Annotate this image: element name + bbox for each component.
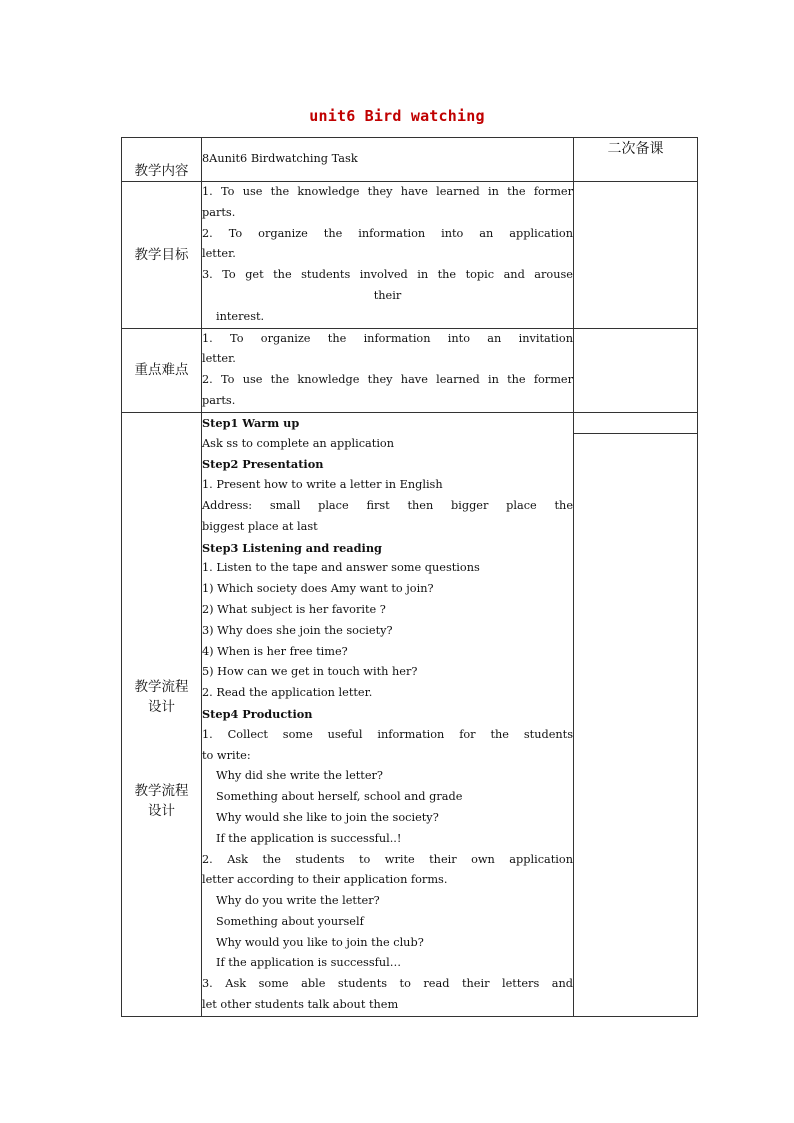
cell-objectives (202, 182, 574, 329)
process-line: Why would she like to join the society? (216, 810, 439, 824)
remark-divider (574, 413, 697, 434)
lesson-plan-table (121, 137, 698, 1017)
row-objectives (122, 182, 698, 329)
label-objectives (122, 182, 202, 329)
key-point-line: 2. To use the knowledge they have learned in the former (202, 373, 573, 387)
process-line: Something about yourself (216, 914, 364, 928)
label-second-preparation (574, 138, 698, 182)
key-point-line: 1. To organize the information into an invitation (202, 331, 573, 345)
process-label-2 (132, 781, 192, 821)
process-line: 2) What subject is her favorite ? (202, 602, 386, 616)
cell-teaching-content (202, 138, 574, 182)
process-line: 3) Why does she join the society? (202, 623, 393, 637)
process-line: 1. Collect some useful information for the students (202, 727, 573, 741)
teaching-content-text: 8Aunit6 Birdwatching Task (202, 152, 358, 165)
process-line: Something about herself, school and grade (216, 790, 463, 804)
process-line: 2. Ask the students to write their own application (202, 852, 573, 866)
process-line: let other students talk about them (202, 998, 399, 1012)
key-point-line: letter. (202, 352, 236, 366)
objective-line: 1. To use the knowledge they have learned in the former (202, 185, 573, 198)
row-teaching-content (122, 138, 698, 182)
document-title: unit6 Bird watching (309, 107, 485, 125)
label-process (122, 412, 202, 1016)
process-line: Step2 Presentation (202, 457, 324, 472)
objective-line: 3. To get the students involved in the topic and arouse (202, 268, 573, 282)
process-label-1 (132, 677, 192, 717)
remark-text: 二次备课 (607, 141, 664, 157)
label-text: 教学目标 (134, 246, 189, 263)
process-line: 4) When is her free time? (202, 644, 348, 658)
process-line: If the application is successful… (216, 956, 402, 970)
process-line: If the application is successful..! (216, 831, 402, 845)
process-line: 3. Ask some able students to read their letters and (202, 977, 573, 991)
cell-process (202, 412, 574, 1016)
objective-line: parts. (202, 205, 236, 219)
label-text: 教学内容 (134, 163, 189, 179)
process-line: 1. Present how to write a letter in English (202, 478, 443, 492)
process-line: Address: small place first then bigger place the (202, 498, 573, 512)
process-line: Why do you write the letter? (216, 894, 380, 908)
process-line: Step1 Warm up (202, 415, 300, 430)
key-point-line: parts. (202, 393, 236, 407)
cell-key-points (202, 328, 574, 412)
process-line: letter according to their application forms. (202, 873, 448, 887)
objective-line: letter. (202, 247, 236, 261)
process-line: Why would you like to join the club? (216, 935, 424, 949)
label-text: 重点难点 (134, 362, 189, 379)
process-line: Ask ss to complete an application (202, 436, 395, 450)
label-teaching-content (122, 138, 202, 182)
objective-line: their (373, 288, 402, 302)
process-line: to write: (202, 748, 251, 762)
process-line: Step4 Production (202, 706, 313, 721)
label-text: 教学流程设计 (134, 678, 189, 715)
process-line: 2. Read the application letter. (202, 686, 373, 700)
process-line: 1. Listen to the tape and answer some questions (202, 561, 480, 575)
process-line: biggest place at last (202, 519, 318, 533)
process-line: 1) Which society does Amy want to join? (202, 582, 434, 596)
remark-cell-objectives (574, 182, 698, 329)
objective-line: 2. To organize the information into an application (202, 226, 573, 240)
process-line: Step3 Listening and reading (202, 540, 382, 555)
remark-cell-key-points (574, 328, 698, 412)
label-key-points (122, 328, 202, 412)
process-line: Why did she write the letter? (216, 769, 383, 783)
label-text: 教学流程设计 (134, 782, 189, 819)
objective-line: interest. (216, 309, 265, 323)
process-line: 5) How can we get in touch with her? (202, 665, 418, 679)
remark-cell-process (574, 412, 698, 1016)
row-process (122, 412, 698, 1016)
row-key-points (122, 328, 698, 412)
